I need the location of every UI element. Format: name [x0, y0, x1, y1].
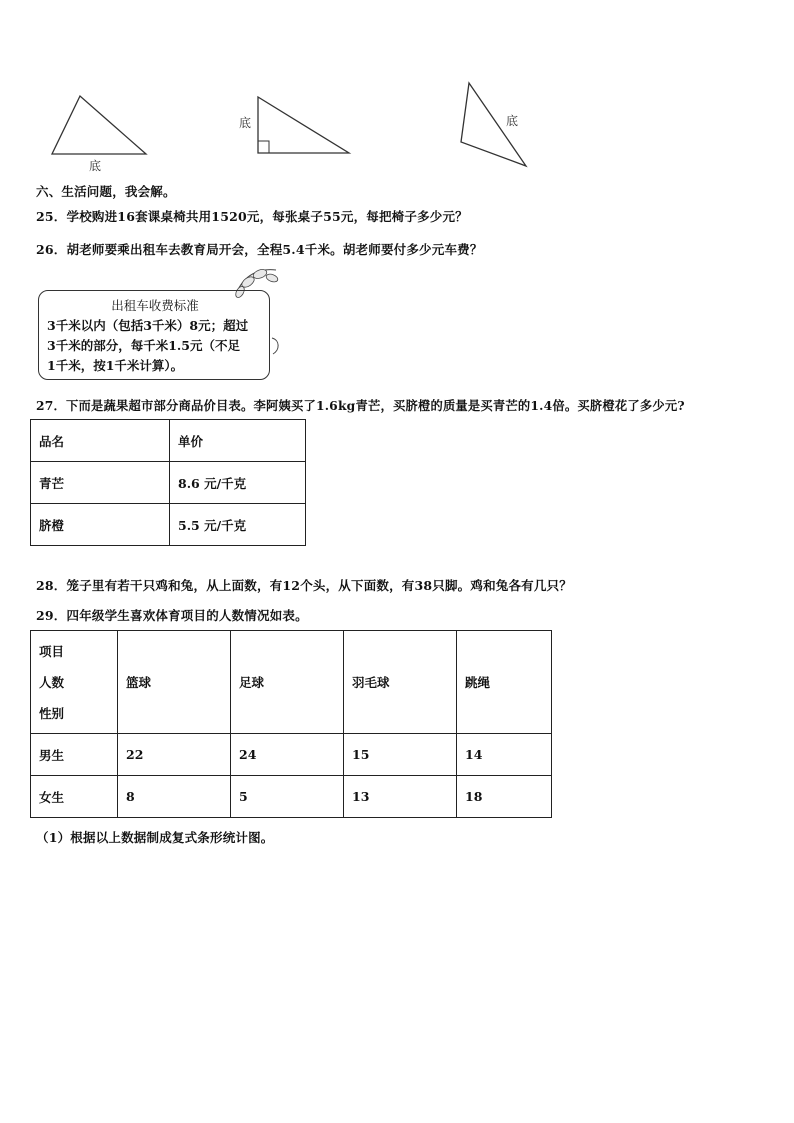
table-cell: 14 [457, 734, 552, 776]
corner-label-gender: 性别 [39, 705, 65, 721]
question-25: 25．学校购进16套课桌椅共用1520元，每张桌子55元，每把椅子多少元？ [36, 209, 468, 224]
triangle-2-base-label: 底 [239, 116, 252, 130]
triangle-figure-2 [255, 94, 353, 156]
taxi-fare-line-1: 3千米以内（包括3千米）8元；超过 [47, 318, 249, 333]
corner-label-project: 项目 [39, 643, 65, 659]
table-cell: 5.5 元/千克 [170, 504, 306, 546]
table-header-cell: 羽毛球 [344, 631, 457, 734]
table-cell: 15 [344, 734, 457, 776]
table-cell: 8 [118, 776, 231, 818]
table-corner-cell [31, 631, 118, 734]
table-row [31, 734, 552, 776]
corner-label-count: 人数 [39, 674, 65, 690]
taxi-fare-card [38, 290, 270, 380]
table-header-cell: 品名 [31, 420, 170, 462]
table-row [31, 631, 552, 734]
table-row-label: 女生 [31, 776, 118, 818]
taxi-fare-line-3: 1千米，按1千米计算）。 [47, 358, 184, 373]
table-cell: 22 [118, 734, 231, 776]
table-header-cell: 单价 [170, 420, 306, 462]
table-cell: 24 [231, 734, 344, 776]
question-27: 27．下而是蔬果超市部分商品价目表。李阿姨买了1.6kg青芒，买脐橙的质量是买青芒的1.4倍。买脐橙花了多少元? [36, 398, 685, 413]
table-cell: 青芒 [31, 462, 170, 504]
table-header-cell: 跳绳 [457, 631, 552, 734]
table-row [31, 504, 306, 546]
triangle-figure-3 [458, 80, 530, 170]
question-26: 26．胡老师要乘出租车去教育局开会，全程5.4千米。胡老师要付多少元车费？ [36, 242, 483, 257]
taxi-fare-title: 出租车收费标准 [111, 298, 199, 313]
triangle-figure-1 [48, 92, 152, 158]
question-28: 28．笼子里有若干只鸡和兔，从上面数，有12个头，从下面数，有38只脚。鸡和兔各有几只？ [36, 578, 572, 593]
table-cell: 18 [457, 776, 552, 818]
section-title: 六、生活问题，我会解。 [36, 184, 176, 199]
table-row [31, 420, 306, 462]
table-header-cell: 足球 [231, 631, 344, 734]
question-29: 29．四年级学生喜欢体育项目的人数情况如表。 [36, 608, 308, 623]
table-header-cell: 篮球 [118, 631, 231, 734]
table-cell: 8.6 元/千克 [170, 462, 306, 504]
triangle-3-base-label: 底 [506, 114, 519, 128]
taxi-fare-line-2: 3千米的部分，每千米1.5元（不足 [47, 338, 240, 353]
table-cell: 13 [344, 776, 457, 818]
curl-decoration-icon [270, 336, 282, 356]
table-cell: 5 [231, 776, 344, 818]
sport-table [30, 630, 552, 818]
question-29-sub-1: （1）根据以上数据制成复式条形统计图。 [36, 830, 274, 845]
table-cell: 脐橙 [31, 504, 170, 546]
table-row [31, 462, 306, 504]
price-table [30, 419, 306, 546]
table-row [31, 776, 552, 818]
triangle-1-base-label: 底 [89, 159, 102, 173]
table-row-label: 男生 [31, 734, 118, 776]
